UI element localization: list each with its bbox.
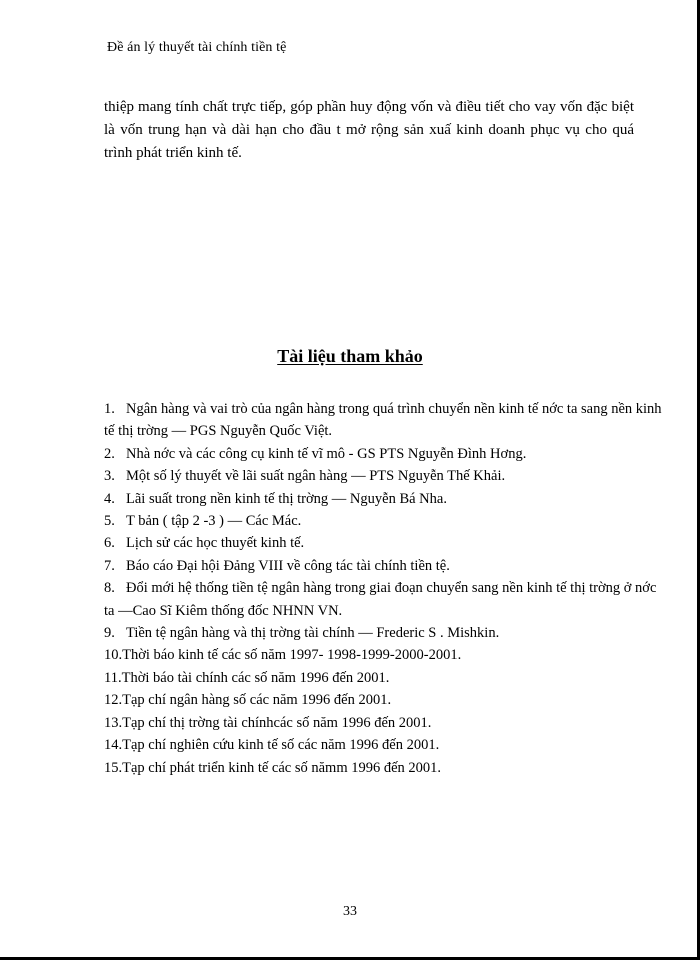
reference-text: Tạp chí phát triển kinh tế các số nămm 1996 đến 2001. xyxy=(122,759,442,776)
reference-number: 8. xyxy=(104,580,115,597)
reference-number: 12. xyxy=(104,692,123,709)
references-list xyxy=(104,398,664,779)
reference-text: Lãi suất trong nền kinh tế thị trờng — Nguyễn Bá Nha. xyxy=(126,490,447,507)
reference-item-14 xyxy=(104,734,664,756)
reference-text: Đổi mới hệ thống tiền tệ ngân hàng trong giai đoạn chuyển sang nền kinh tế thị trờng ở nớc ta —Cao Sĩ Kiêm thống đốc NHNN VN. xyxy=(104,580,657,619)
reference-number: 9. xyxy=(104,625,115,642)
reference-number: 11. xyxy=(104,669,122,686)
reference-item-3 xyxy=(104,465,664,487)
running-header: Đề án lý thuyết tài chính tiền tệ xyxy=(107,40,287,55)
reference-item-4 xyxy=(104,488,664,510)
references-title: Tài liệu tham khảo xyxy=(277,346,423,366)
reference-item-10 xyxy=(104,644,664,666)
reference-item-7 xyxy=(104,555,664,577)
reference-text: Báo cáo Đại hội Đảng VIII về công tác tài chính tiền tệ. xyxy=(126,557,450,574)
reference-item-2 xyxy=(104,443,664,465)
reference-number: 10. xyxy=(104,647,123,664)
reference-number: 6. xyxy=(104,535,115,552)
reference-text: Thời báo kinh tế các số năm 1997- 1998-1999-2000-2001. xyxy=(122,647,462,664)
reference-text: Tạp chí nghiên cứu kinh tế số các năm 1996 đến 2001. xyxy=(122,737,440,754)
reference-item-11 xyxy=(104,667,664,689)
reference-item-6 xyxy=(104,532,664,554)
reference-text: Lịch sử các học thuyết kinh tế. xyxy=(126,535,305,552)
reference-item-15 xyxy=(104,757,664,779)
reference-item-9 xyxy=(104,622,664,644)
reference-number: 4. xyxy=(104,490,115,507)
reference-item-12 xyxy=(104,689,664,711)
reference-number: 15. xyxy=(104,759,123,776)
reference-text: Thời báo tài chính các số năm 1996 đến 2001. xyxy=(121,669,390,686)
reference-item-1 xyxy=(104,398,664,443)
reference-text: Ngân hàng và vai trò của ngân hàng trong quá trình chuyển nền kinh tế nớc ta sang nền kinh tế thị trờng — PGS Nguyễn Quốc Việt. xyxy=(104,401,662,440)
reference-number: 3. xyxy=(104,468,115,485)
reference-text: Một số lý thuyết về lãi suất ngân hàng — PTS Nguyễn Thế Khải. xyxy=(126,468,506,485)
reference-number: 5. xyxy=(104,513,115,530)
reference-item-8 xyxy=(104,577,664,622)
reference-number: 13. xyxy=(104,714,123,731)
reference-text: T bản ( tập 2 -3 ) — Các Mác. xyxy=(126,513,302,530)
reference-item-13 xyxy=(104,712,664,734)
reference-text: Nhà nớc và các công cụ kinh tế vĩ mô - GS PTS Nguyễn Đình Hơng. xyxy=(126,445,527,462)
reference-number: 2. xyxy=(104,445,115,462)
reference-text: Tạp chí thị trờng tài chínhcác số năm 1996 đến 2001. xyxy=(122,714,432,731)
reference-number: 1. xyxy=(104,401,115,417)
reference-number: 7. xyxy=(104,557,115,574)
reference-text: Tạp chí ngân hàng số các năm 1996 đến 2001. xyxy=(122,692,392,709)
reference-number: 14. xyxy=(104,737,123,754)
reference-text: Tiền tệ ngân hàng và thị trờng tài chính — Frederic S . Mishkin. xyxy=(126,625,500,642)
reference-item-5 xyxy=(104,510,664,532)
page-number: 33 xyxy=(343,904,357,919)
body-paragraph: thiệp mang tính chất trực tiếp, góp phần huy động vốn và điều tiết cho vay vốn đặc biệt là vốn trung hạn và dài hạn cho đầu t mở rộng sản xuấ kinh doanh phục vụ cho quá trình phát triển kinh tế. xyxy=(104,99,634,161)
